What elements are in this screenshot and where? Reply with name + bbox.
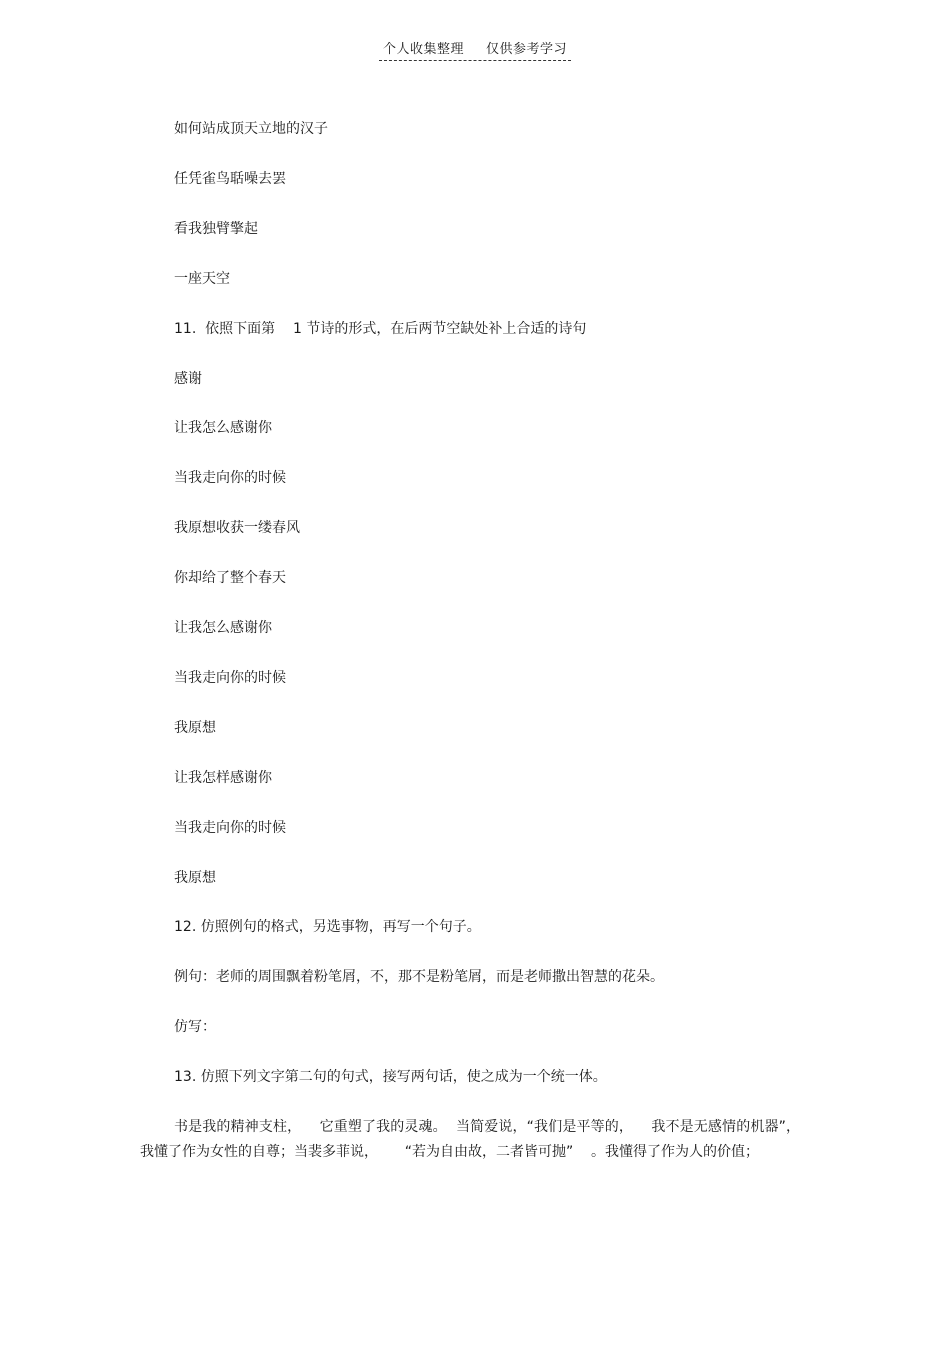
poem-line: 我原想 bbox=[174, 720, 216, 736]
poem-line: 当我走向你的时候 bbox=[174, 470, 286, 486]
header-underline bbox=[379, 38, 571, 61]
page-header bbox=[0, 38, 950, 61]
poem-line: 让我怎样感谢你 bbox=[174, 770, 272, 786]
poem-line: 你却给了整个春天 bbox=[174, 570, 286, 586]
poem-line: 如何站成顶天立地的汉子 bbox=[174, 121, 328, 137]
poem-line: 当我走向你的时候 bbox=[174, 670, 286, 686]
imitation-label: 仿写： bbox=[174, 1019, 216, 1035]
poem-line: 当我走向你的时候 bbox=[174, 820, 286, 836]
example-sentence: 例句：老师的周围飘着粉笔屑，不，那不是粉笔屑，而是老师撒出智慧的花朵。 bbox=[174, 969, 664, 985]
header-right-text: 仅供参考学习 bbox=[486, 42, 568, 57]
poem-line: 我原想 bbox=[174, 870, 216, 886]
poem-line: 一座天空 bbox=[174, 271, 230, 287]
poem-line: 任凭雀鸟聒噪去罢 bbox=[174, 171, 286, 187]
header-left-text: 个人收集整理 bbox=[382, 42, 464, 57]
poem-line: 看我独臂擎起 bbox=[174, 221, 258, 237]
question-11: 11. 依照下面第 1 节诗的形式，在后两节空缺处补上合适的诗句 bbox=[174, 321, 587, 337]
passage-paragraph: 书是我的精神支柱， 它重塑了我的灵魂。 当简爱说，“我们是平等的， 我不是无感情的机器”，我懂了作为女性的自尊；当裴多菲说， “若为自由故，二者皆可抛” 。我懂得了作为人的价值； bbox=[140, 1119, 800, 1160]
poem-line: 让我怎么感谢你 bbox=[174, 420, 272, 436]
poem-line: 让我怎么感谢你 bbox=[174, 620, 272, 636]
poem-title: 感谢 bbox=[174, 371, 202, 387]
question-13: 13. 仿照下列文字第二句的句式，接写两句话，使之成为一个统一体。 bbox=[174, 1069, 607, 1085]
poem-line: 我原想收获一缕春风 bbox=[174, 520, 300, 536]
question-12: 12. 仿照例句的格式，另选事物，再写一个句子。 bbox=[174, 919, 481, 935]
